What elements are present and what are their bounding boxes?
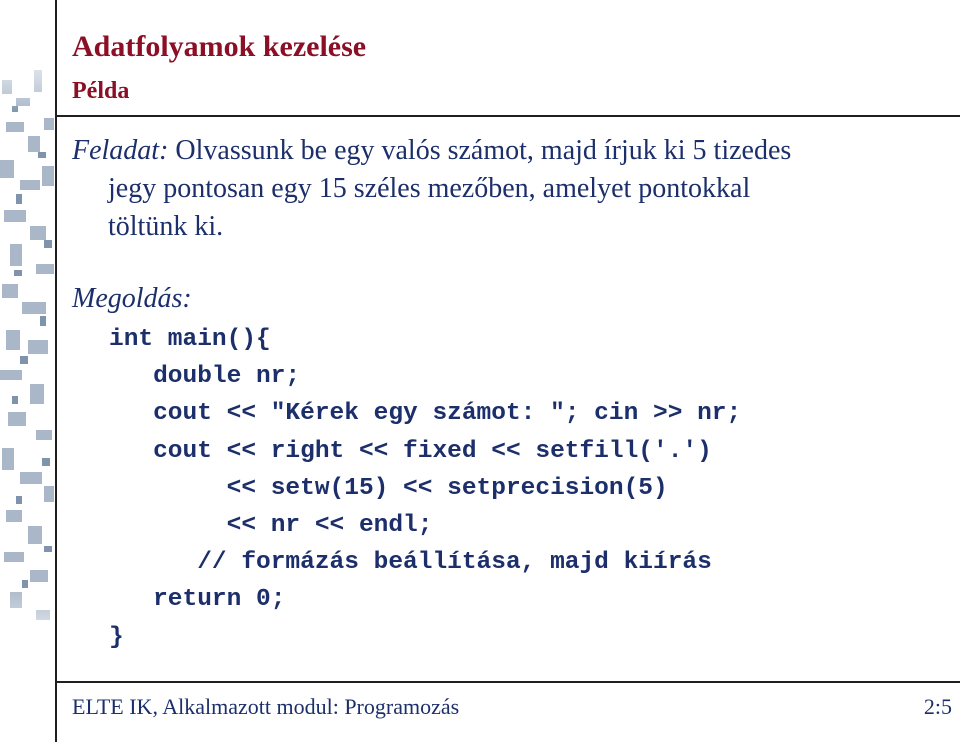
code-line: cout << right << fixed << setfill('.') — [109, 437, 712, 465]
vertical-rule — [55, 0, 57, 742]
code-line: double nr; — [109, 363, 301, 391]
code-line: << nr << endl; — [109, 512, 433, 540]
slide-subtitle: Példa — [72, 78, 130, 104]
header-divider — [55, 115, 960, 117]
task-line-1 — [72, 132, 932, 170]
task-line-2: jegy pontosan egy 15 széles mezőben, amelyet pontokkal — [108, 173, 751, 204]
solution-label: Megoldás: — [72, 283, 192, 314]
task-line-3: töltünk ki. — [108, 211, 224, 242]
code-line: return 0; — [109, 586, 286, 614]
code-line: << setw(15) << setprecision(5) — [109, 474, 668, 502]
footer-divider — [55, 681, 960, 683]
task-description — [72, 132, 932, 246]
footer-page-number: 2:5 — [923, 694, 952, 719]
task-text-1: Olvassunk be egy valós számot, majd írjuk ki 5 tizedes — [175, 135, 792, 166]
code-line: } — [109, 623, 124, 651]
code-comment-line: // formázás beállítása, majd kiírás — [109, 549, 712, 577]
code-line: int main(){ — [109, 326, 271, 353]
code-line: cout << "Kérek egy számot: "; cin >> nr; — [109, 400, 742, 428]
slide-title: Adatfolyamok kezelése — [72, 30, 367, 63]
task-label: Feladat: — [72, 135, 169, 166]
footer-course: ELTE IK, Alkalmazott modul: Programozás — [72, 694, 460, 719]
decorative-texture — [0, 40, 56, 660]
code-block — [109, 321, 741, 656]
